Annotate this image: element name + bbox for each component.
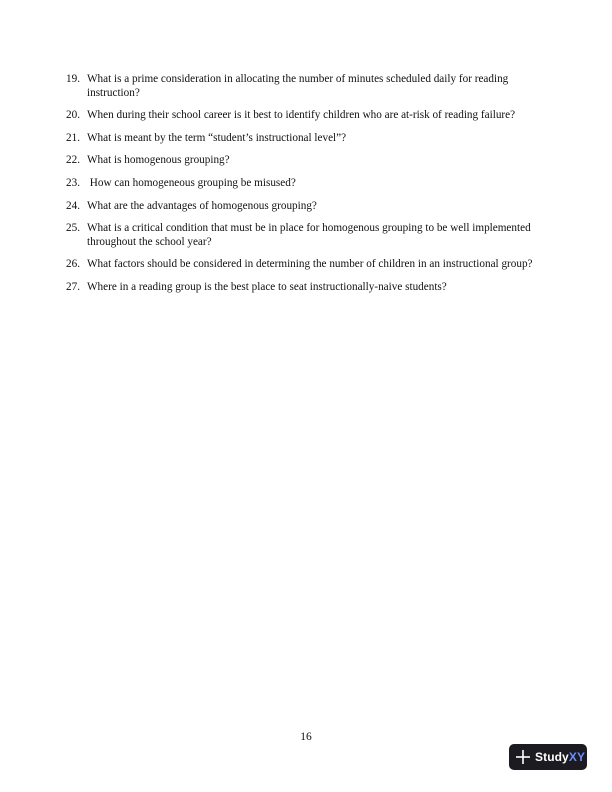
question-number: 21. [66,131,80,144]
brand-main: Study [535,750,569,764]
question-item [66,222,546,249]
question-number: 22. [66,154,80,167]
question-text: How can homogeneous grouping be misused? [87,176,296,189]
question-number: 25. [66,222,80,235]
question-number: 20. [66,109,80,122]
question-item [66,258,546,272]
question-text: What is homogenous grouping? [87,154,230,167]
question-text: What are the advantages of homogenous grouping? [87,199,317,212]
question-list [66,73,546,304]
question-number: 19. [66,73,80,85]
question-number: 26. [66,258,80,271]
question-item [66,177,546,191]
question-text: Where in a reading group is the best place to seat instructionally-naive students? [87,280,447,293]
question-number: 27. [66,280,80,293]
question-item [66,73,546,100]
question-item [66,281,546,295]
question-text: What factors should be considered in determining the number of children in an instructional group? [87,258,533,271]
question-item [66,109,546,123]
question-item [66,132,546,146]
question-number: 23. [66,176,80,189]
question-text: What is a critical condition that must be in place for homogenous grouping to be well implemented throughout the school year? [87,222,531,248]
brand-accent: XY [568,750,586,764]
question-text: When during their school career is it best to identify children who are at-risk of reading failure? [87,109,516,122]
page-number: 16 [300,731,312,743]
question-item [66,200,546,214]
question-number: 24. [66,199,80,212]
question-item [66,154,546,168]
brand-name [535,750,585,764]
plus-icon [516,750,530,764]
question-text: What is a prime consideration in allocating the number of minutes scheduled daily for reading instruction? [87,73,509,99]
studyxy-badge[interactable] [509,744,587,770]
question-text: What is meant by the term “student’s instructional level”? [87,131,347,144]
